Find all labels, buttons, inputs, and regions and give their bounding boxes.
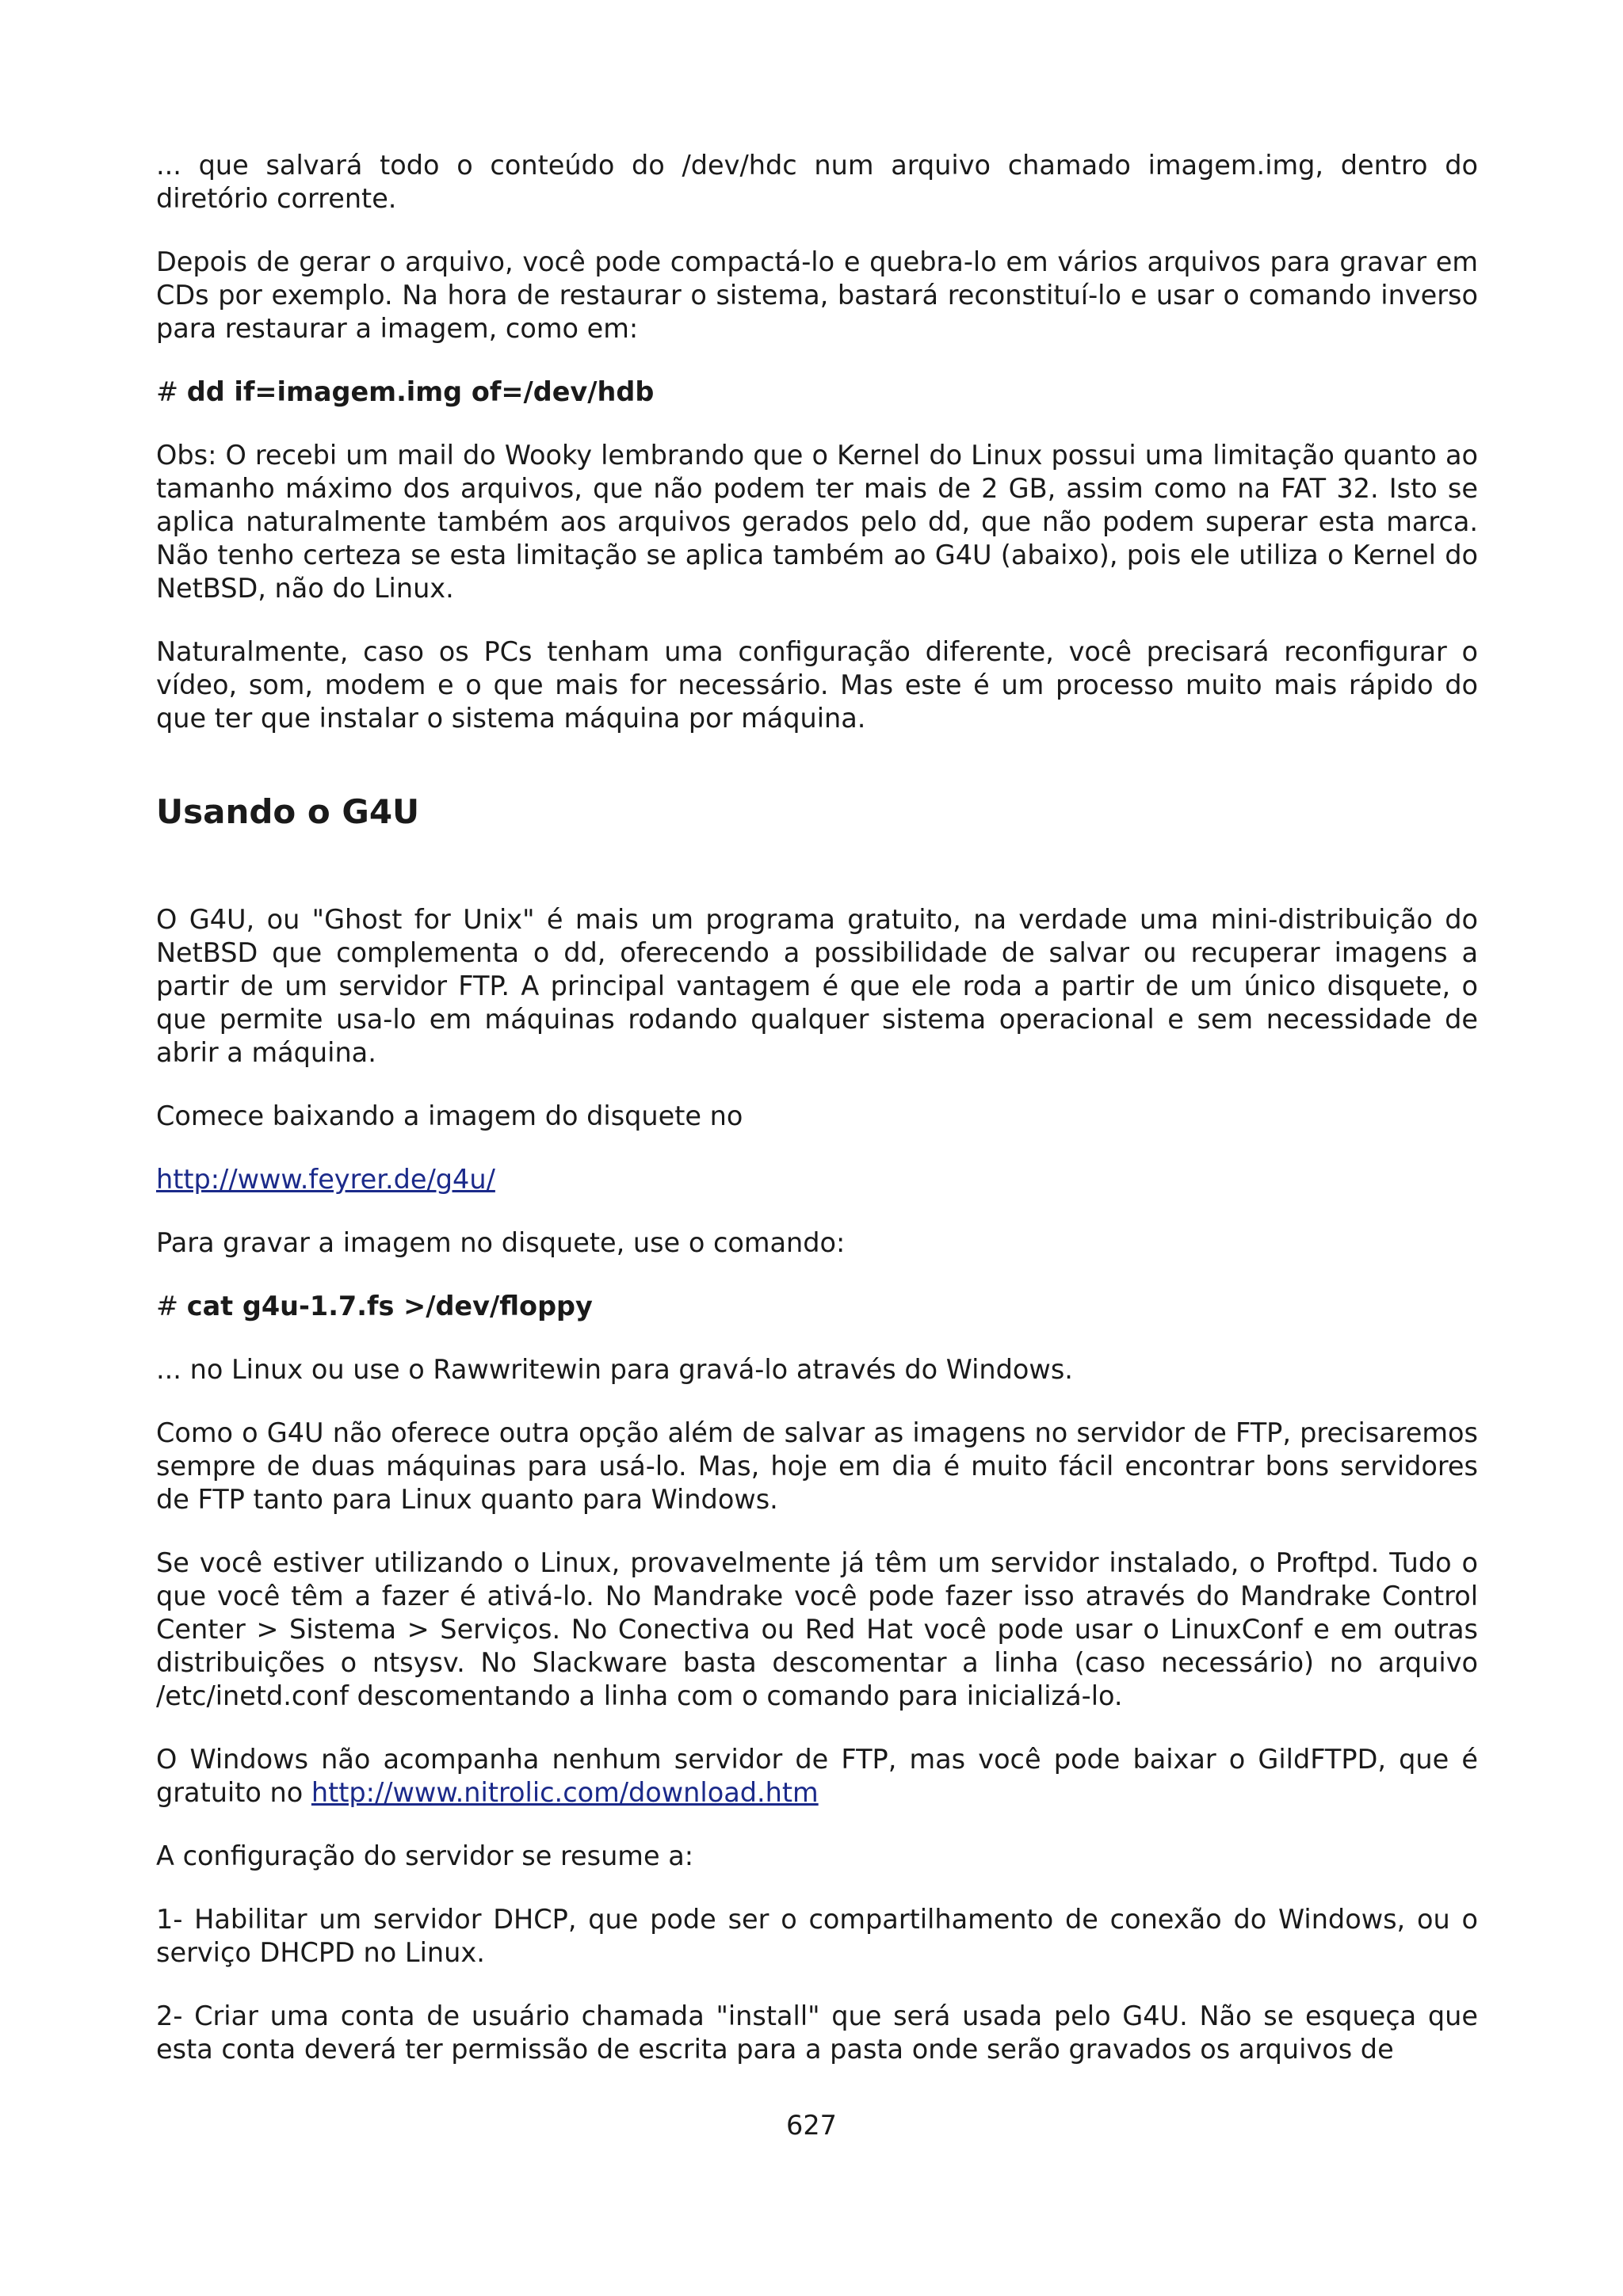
feyrer-link[interactable]: http://www.feyrer.de/g4u/ xyxy=(156,1164,495,1195)
page-number: 627 xyxy=(786,2110,837,2141)
paragraph: A configuração do servidor se resume a: xyxy=(156,1840,694,1871)
paragraph: Obs: O recebi um mail do Wooky lembrando que o Kernel do Linux possui uma limitação quanto ao tamanho máximo dos arquivos, que não podem ter mais de 2 GB, assim como na FAT 32. Isto se aplica naturalmente também aos arquivos gerados pelo dd, que não podem superar esta marca. Não tenho certeza se esta limitação se aplica também ao G4U (abaixo), pois ele utiliza o Kernel do NetBSD, não do Linux. xyxy=(156,440,1478,604)
paragraph-text: O Windows não acompanha nenhum servidor de FTP, mas você pode baixar o GildFTPD, que é gratuito no xyxy=(156,1744,1478,1808)
link-paragraph xyxy=(156,1163,1478,1196)
paragraph: 2- Criar uma conta de usuário chamada "install" que será usada pelo G4U. Não se esqueça que esta conta deverá ter permissão de escrita para a pasta onde serão gravados os arquivos de xyxy=(156,2000,1478,2065)
paragraph: Como o G4U não oferece outra opção além de salvar as imagens no servidor de FTP, precisaremos sempre de duas máquinas para usá-lo. Mas, hoje em dia é muito fácil encontrar bons servidores de FTP tanto para Linux quanto para Windows. xyxy=(156,1417,1478,1515)
paragraph: O G4U, ou "Ghost for Unix" é mais um programa gratuito, na verdade uma mini-distribuição do NetBSD que complementa o dd, oferecendo a possibilidade de salvar ou recuperar imagens a partir de um servidor FTP. A principal vantagem é que ele roda a partir de um único disquete, o que permite usa-lo em máquinas rodando qualquer sistema operacional e sem necessidade de abrir a máquina. xyxy=(156,904,1478,1068)
paragraph: Depois de gerar o arquivo, você pode compactá-lo e quebra-lo em vários arquivos para gravar em CDs por exemplo. Na hora de restaurar o sistema, bastará reconstituí-lo e usar o comando inverso para restaurar a imagem, como em: xyxy=(156,246,1478,344)
paragraph xyxy=(156,1743,1478,1810)
paragraph: Para gravar a imagem no disquete, use o comando: xyxy=(156,1227,846,1258)
paragraph: ... que salvará todo o conteúdo do /dev/hdc num arquivo chamado imagem.img, dentro do diretório corrente. xyxy=(156,150,1478,214)
paragraph: Comece baixando a imagem do disquete no xyxy=(156,1100,743,1131)
nitrolic-link[interactable]: http://www.nitrolic.com/download.htm xyxy=(311,1777,819,1808)
command-line xyxy=(156,1290,1478,1323)
paragraph: Naturalmente, caso os PCs tenham uma configuração diferente, você precisará reconfigurar o vídeo, som, modem e o que mais for necessário. Mas este é um processo muito mais rápido do que ter que instalar o sistema máquina por máquina. xyxy=(156,636,1478,734)
command-text: cat g4u-1.7.fs >/dev/floppy xyxy=(186,1291,593,1322)
command-prompt: # xyxy=(156,376,187,407)
paragraph: 1- Habilitar um servidor DHCP, que pode ser o compartilhamento de conexão do Windows, ou o serviço DHCPD no Linux. xyxy=(156,1904,1478,1968)
command-line xyxy=(156,376,1478,409)
command-prompt: # xyxy=(156,1291,187,1322)
paragraph: Se você estiver utilizando o Linux, provavelmente já têm um servidor instalado, o Proftpd. Tudo o que você têm a fazer é ativá-lo. No Mandrake você pode fazer isso através do Mandrake Control Center > Sistema > Serviços. No Conectiva ou Red Hat você pode usar o LinuxConf e em outras distribuições o ntsysv. No Slackware basta descomentar a linha (caso necessário) no arquivo /etc/inetd.conf descomentando a linha com o comando para inicializá-lo. xyxy=(156,1547,1478,1711)
command-text: dd if=imagem.img of=/dev/hdb xyxy=(186,376,655,407)
paragraph: ... no Linux ou use o Rawwritewin para gravá-lo através do Windows. xyxy=(156,1354,1073,1385)
page-body xyxy=(156,149,1478,2096)
section-heading: Usando o G4U xyxy=(156,792,420,831)
